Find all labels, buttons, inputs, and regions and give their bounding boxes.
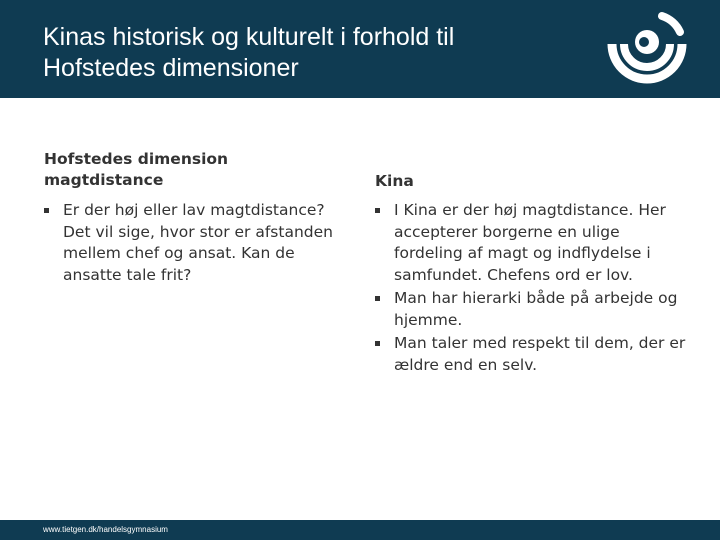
left-heading-line-1: Hofstedes dimension — [44, 150, 229, 168]
bullet-square-icon — [375, 296, 380, 301]
footer-url[interactable]: www.tietgen.dk/handelsgymnasium — [43, 525, 168, 534]
list-item — [374, 288, 689, 331]
list-item — [43, 200, 343, 286]
left-heading-line-2: magtdistance — [44, 171, 164, 189]
left-column-heading — [44, 149, 344, 191]
bullet-text: Man taler med respekt til dem, der er ældre end en selv. — [394, 334, 686, 374]
bullet-text: I Kina er der høj magtdistance. Her accepterer borgerne en ulige fordeling af magt og indflydelse i samfundet. Chefens ord er lov. — [394, 201, 666, 284]
bullet-square-icon — [375, 341, 380, 346]
list-item — [374, 200, 689, 286]
footer-bar — [0, 520, 720, 540]
right-column-heading: Kina — [375, 172, 414, 190]
bullet-text: Er der høj eller lav magtdistance? Det vil sige, hvor stor er afstanden mellem chef og ansat. Kan de ansatte tale frit? — [63, 201, 333, 284]
slide-title-line-2: Hofstedes dimensioner — [43, 54, 299, 82]
school-logo-icon — [604, 4, 690, 90]
left-bullet-list — [43, 200, 343, 288]
right-bullet-list — [374, 200, 689, 378]
bullet-square-icon — [375, 208, 380, 213]
bullet-text: Man har hierarki både på arbejde og hjemme. — [394, 289, 678, 329]
bullet-square-icon — [44, 208, 49, 213]
slide-title-line-1: Kinas historisk og kulturelt i forhold til — [43, 23, 455, 51]
slide-title — [43, 22, 603, 84]
list-item — [374, 333, 689, 376]
title-banner — [0, 0, 720, 98]
